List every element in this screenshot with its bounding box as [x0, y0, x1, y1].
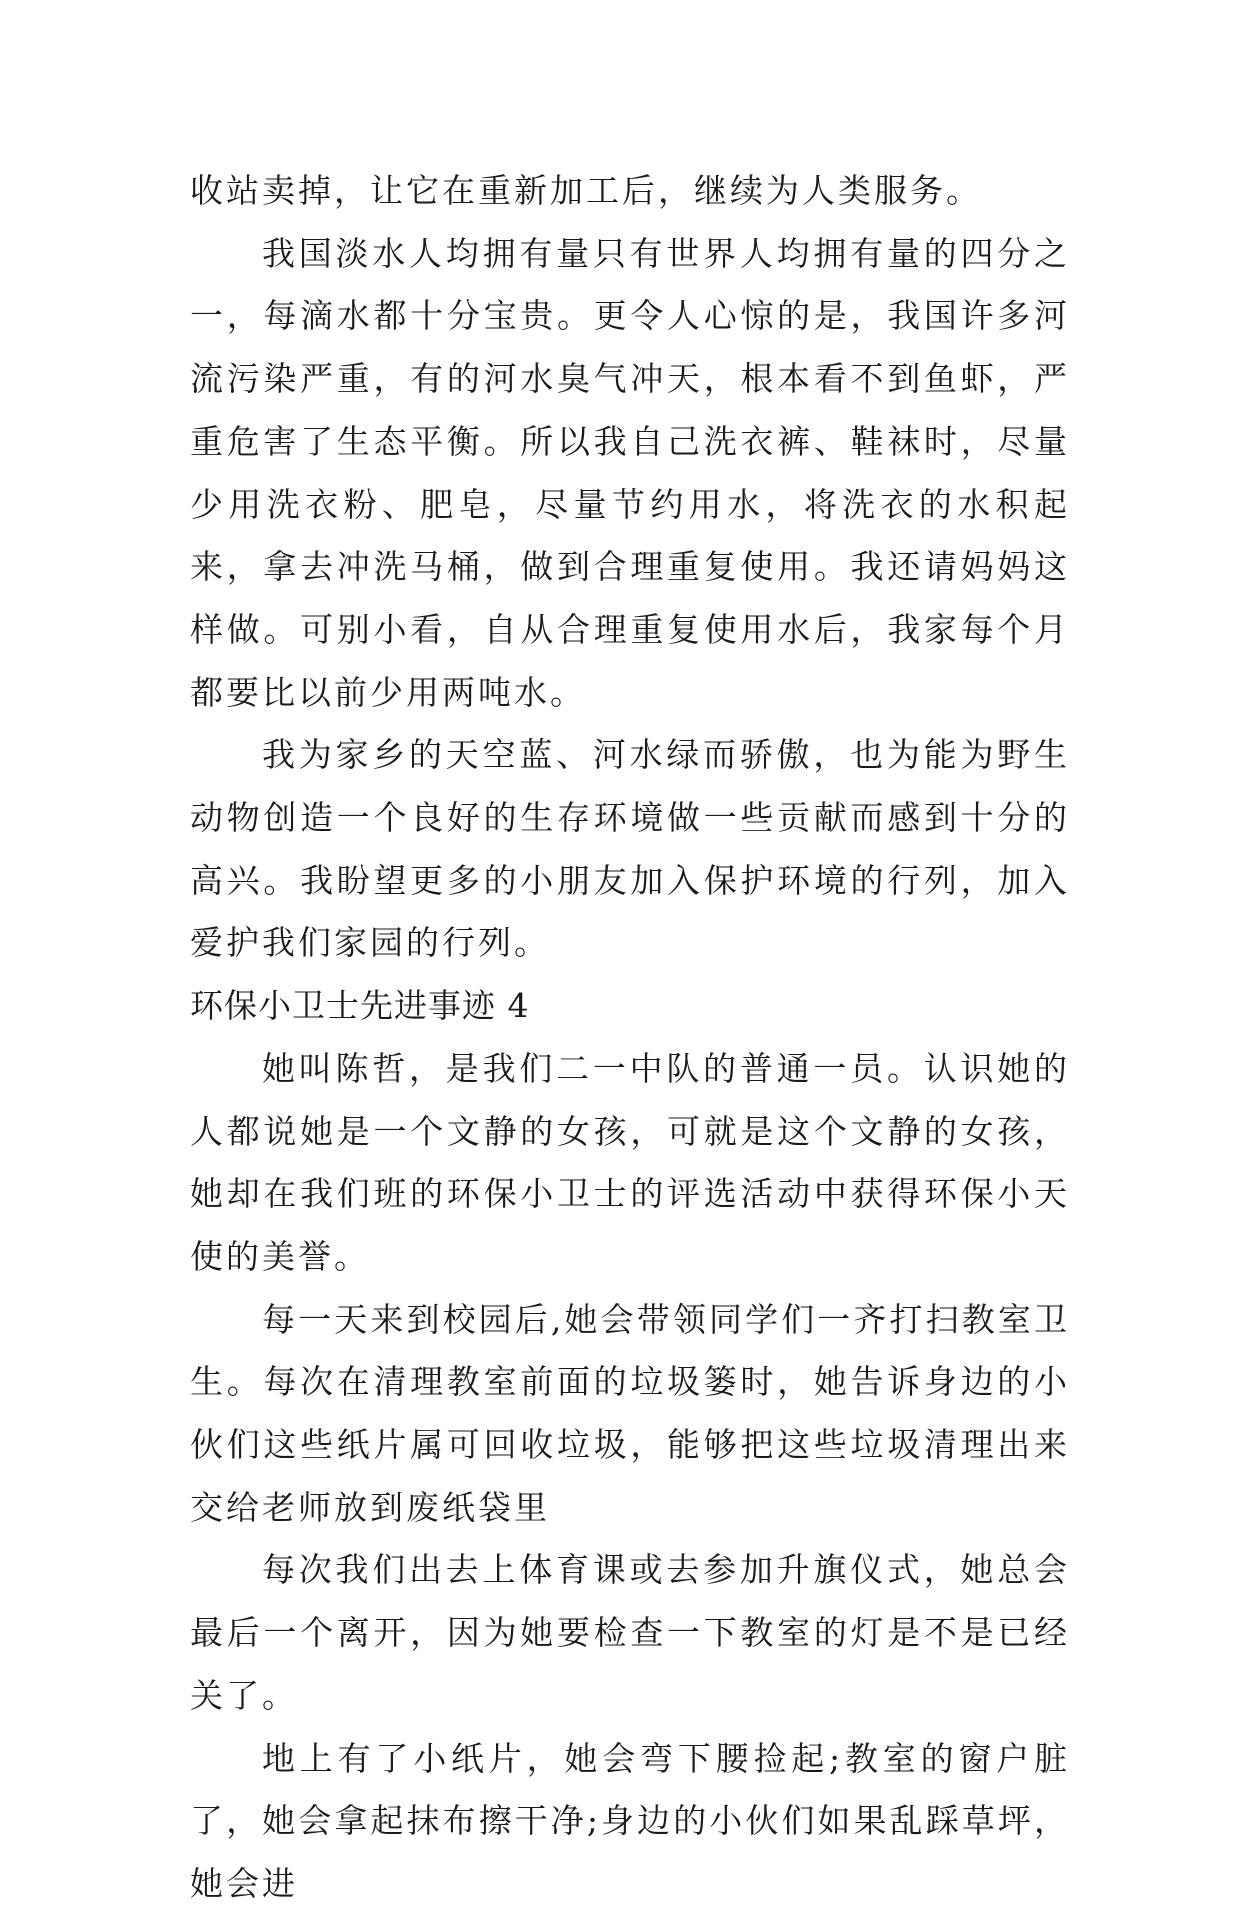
paragraph-water-saving: 我国淡水人均拥有量只有世界人均拥有量的四分之一，每滴水都十分宝贵。更令人心惊的是，我国许多河流污染严重，有的河水臭气冲天，根本看不到鱼虾，严重危害了生态平衡。所以我自己洗衣裤、鞋袜时，尽量少用洗衣粉、肥皂，尽量节约用水，将洗衣的水积起来，拿去冲洗马桶，做到合理重复使用。我还请妈妈这样做。可别小看，自从合理重复使用水后，我家每个月都要比以前少用两吨水。 — [190, 233, 1070, 712]
document-body — [190, 160, 1070, 1916]
paragraph-classroom-cleaning: 每一天来到校园后,她会带领同学们一齐打扫教室卫生。每次在清理教室前面的垃圾篓时，她告诉身边的小伙们这些纸片属可回收垃圾，能够把这些垃圾清理出来交给老师放到废纸袋里 — [190, 1299, 1070, 1527]
section-heading: 环保小卫士先进事迹 4 — [190, 986, 530, 1026]
paragraph-picking-litter: 地上有了小纸片，她会弯下腰捡起;教室的窗户脏了，她会拿起抹布擦干净;身边的小伙们如果乱踩草坪，她会进 — [190, 1738, 1070, 1903]
paragraph-hometown-pride: 我为家乡的天空蓝、河水绿而骄傲，也为能为野生动物创造一个良好的生存环境做一些贡献而感到十分的高兴。我盼望更多的小朋友加入保护环境的行列，加入爱护我们家园的行列。 — [190, 735, 1070, 963]
paragraph-chen-zhe-intro: 她叫陈哲，是我们二一中队的普通一员。认识她的人都说她是一个文静的女孩，可就是这个文静的女孩，她却在我们班的环保小卫士的评选活动中获得环保小天使的美誉。 — [190, 1048, 1070, 1276]
paragraph-turn-off-lights: 每次我们出去上体育课或去参加升旗仪式，她总会最后一个离开，因为她要检查一下教室的灯是不是已经关了。 — [190, 1550, 1070, 1715]
continuation-paragraph: 收站卖掉，让它在重新加工后，继续为人类服务。 — [190, 171, 982, 210]
